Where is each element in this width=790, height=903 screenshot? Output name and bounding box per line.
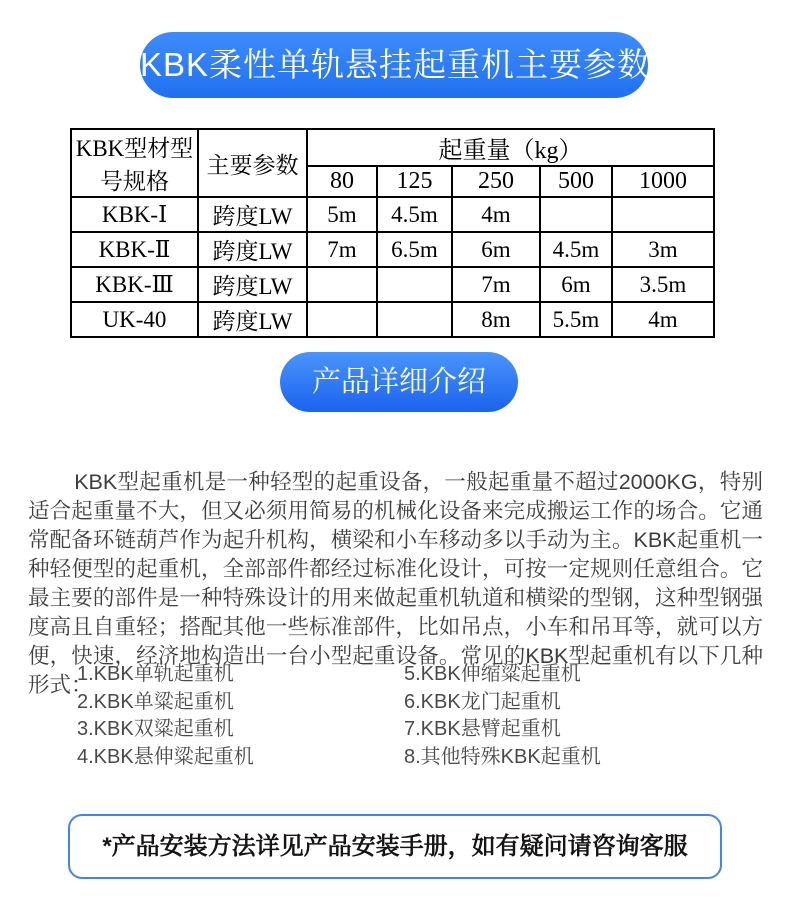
value-cell bbox=[307, 267, 377, 302]
table-row-uk-40 bbox=[71, 302, 714, 337]
model-cell: KBK-Ⅰ bbox=[71, 197, 198, 232]
value-cell: 4m bbox=[452, 197, 540, 232]
header-capacity-125: 125 bbox=[377, 166, 452, 197]
value-cell: 8m bbox=[452, 302, 540, 337]
crane-type-item: 8.其他特殊KBK起重机 bbox=[404, 746, 601, 769]
value-cell: 6m bbox=[540, 267, 612, 302]
value-cell: 3.5m bbox=[612, 267, 714, 302]
parameters-table bbox=[70, 128, 715, 338]
crane-types-list-left bbox=[77, 661, 254, 772]
detail-section-label: 产品详细介绍 bbox=[311, 366, 486, 398]
param-cell: 跨度LW bbox=[198, 302, 307, 337]
crane-type-item: 4.KBK悬伸粱起重机 bbox=[77, 746, 254, 769]
footer-note-text: *产品安装方法详见产品安装手册，如有疑问请咨询客服 bbox=[102, 833, 688, 860]
model-cell: KBK-Ⅲ bbox=[71, 267, 198, 302]
param-cell: 跨度LW bbox=[198, 197, 307, 232]
header-capacity-1000: 1000 bbox=[612, 166, 714, 197]
header-param-column: 主要参数 bbox=[198, 129, 307, 197]
value-cell: 5m bbox=[307, 197, 377, 232]
value-cell bbox=[377, 302, 452, 337]
model-cell: UK-40 bbox=[71, 302, 198, 337]
value-cell bbox=[307, 302, 377, 337]
table-row-kbk-3 bbox=[71, 267, 714, 302]
crane-type-item: 2.KBK单粱起重机 bbox=[77, 690, 234, 713]
crane-type-item: 6.KBK龙门起重机 bbox=[404, 690, 561, 713]
value-cell: 4m bbox=[612, 302, 714, 337]
param-cell: 跨度LW bbox=[198, 267, 307, 302]
model-cell: KBK-Ⅱ bbox=[71, 232, 198, 267]
value-cell: 3m bbox=[612, 232, 714, 267]
header-capacity-500: 500 bbox=[540, 166, 612, 197]
title-banner bbox=[140, 32, 686, 98]
header-model-column: KBK型材型号规格 bbox=[71, 129, 198, 197]
crane-type-item: 3.KBK双粱起重机 bbox=[77, 718, 234, 741]
crane-type-item: 7.KBK悬臂起重机 bbox=[404, 718, 561, 741]
value-cell bbox=[377, 267, 452, 302]
detail-section-button bbox=[280, 352, 518, 412]
value-cell: 6.5m bbox=[377, 232, 452, 267]
crane-types-list-right bbox=[404, 661, 601, 772]
param-cell: 跨度LW bbox=[198, 232, 307, 267]
page-title: KBK柔性单轨悬挂起重机主要参数表 bbox=[140, 46, 686, 83]
value-cell: 4.5m bbox=[540, 232, 612, 267]
table-header-row-1 bbox=[71, 129, 714, 166]
value-cell: 5.5m bbox=[540, 302, 612, 337]
crane-type-item: 1.KBK单轨起重机 bbox=[77, 663, 234, 685]
crane-type-item: 5.KBK伸缩粱起重机 bbox=[404, 663, 581, 685]
value-cell bbox=[612, 197, 714, 232]
header-capacity-title: 起重量（kg） bbox=[307, 129, 714, 166]
value-cell: 4.5m bbox=[377, 197, 452, 232]
value-cell: 6m bbox=[452, 232, 540, 267]
value-cell: 7m bbox=[452, 267, 540, 302]
value-cell: 7m bbox=[307, 232, 377, 267]
header-capacity-250: 250 bbox=[452, 166, 540, 197]
intro-paragraph: KBK型起重机是一种轻型的起重设备，一般起重量不超过2000KG，特别适合起重量不大，但又必须用简易的机械化设备来完成搬运工作的场合。它通常配备环链葫芦作为起升机构，横梁和小车移动多以手动为主。KBK起重机一种轻便型的起重机，全部部件都经过标准化设计，可按一定规则任意组合。它最主要的部件是一种特殊设计的用来做起重机轨道和横梁的型钢，这种型钢强度高且自重轻；搭配其他一些标准部件，比如吊点，小车和吊耳等，就可以方便，快速，经济地构造出一台小型起重设备。常见的KBK型起重机有以下几种形式： bbox=[28, 469, 763, 697]
table-row-kbk-2 bbox=[71, 232, 714, 267]
table-row-kbk-1 bbox=[71, 197, 714, 232]
header-capacity-80: 80 bbox=[307, 166, 377, 197]
value-cell bbox=[540, 197, 612, 232]
footer-note-box bbox=[68, 814, 722, 879]
